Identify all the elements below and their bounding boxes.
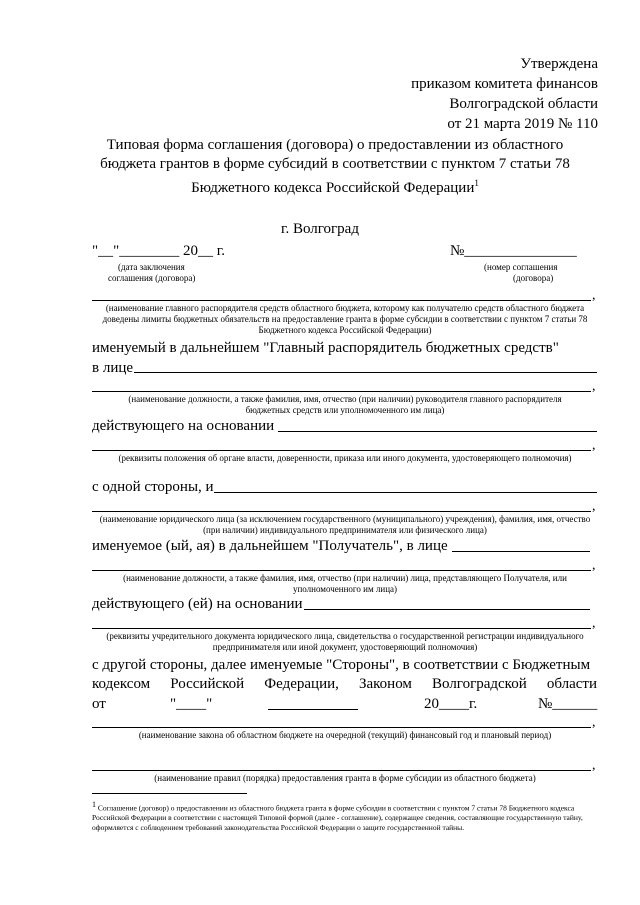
date-caption-1: (дата заключения bbox=[118, 262, 185, 272]
rules-name-comma: , bbox=[592, 758, 596, 773]
grbs-position-line[interactable] bbox=[92, 391, 591, 392]
title-footnote-ref: 1 bbox=[474, 178, 479, 188]
grbs-basis-comma: , bbox=[592, 438, 596, 453]
in-person-label: в лице bbox=[92, 360, 134, 376]
one-side-text: с одной стороны, и bbox=[92, 479, 214, 495]
approval-line-2: приказом комитета финансов bbox=[411, 76, 598, 92]
title-line-2: бюджета грантов в форме субсидий в соответствии с пунктом 7 статьи 78 bbox=[100, 156, 570, 172]
grbs-name-line[interactable] bbox=[92, 300, 591, 301]
approval-line-1: Утверждена bbox=[520, 56, 598, 72]
law-name-line[interactable] bbox=[92, 727, 591, 728]
one-side-line[interactable] bbox=[214, 492, 597, 493]
footnote bbox=[92, 800, 594, 832]
law-year-field[interactable]: 20____г. bbox=[424, 696, 478, 712]
recipient-name-line[interactable] bbox=[92, 511, 591, 512]
footnote-mark: 1 bbox=[92, 800, 96, 809]
law-word-2: Российской bbox=[170, 676, 245, 692]
number-caption-1: (номер соглашения bbox=[484, 262, 558, 272]
date-caption-2: соглашения (договора) bbox=[108, 273, 196, 283]
law-word-5: Волгоградской bbox=[432, 676, 527, 692]
recipient-basis-line[interactable] bbox=[92, 628, 591, 629]
city: г. Волгоград bbox=[281, 221, 359, 237]
grbs-name-caption: (наименование главного распорядителя средств областного бюджета, которому как получателю средств областного бюджета доведены лимиты бюджетных обязательств на предоставление гранта в форме субсидии в соответствии с пунктом 7 статьи 78 Бюджетного кодекса Российской Федерации) bbox=[102, 303, 588, 335]
law-line bbox=[92, 676, 597, 693]
grbs-basis-line[interactable] bbox=[92, 450, 591, 451]
recipient-position-caption: (наименование должности, а также фамилия, имя, отчество (при наличии) лица, представляющего Получателя, или уполномоченного им лица) bbox=[123, 573, 567, 594]
acting-basis-line[interactable] bbox=[278, 431, 597, 432]
title-line-3 bbox=[90, 174, 580, 198]
number-caption-2: (договора) bbox=[513, 273, 554, 283]
grbs-name-comma: , bbox=[592, 288, 596, 303]
rules-name-caption: (наименование правил (порядка) предоставления гранта в форме субсидии из областного бюджета) bbox=[154, 773, 536, 783]
recipient-position-comma: , bbox=[592, 558, 596, 573]
law-word-1: кодексом bbox=[92, 676, 151, 692]
acting-basis-recipient-label: действующего (ей) на основании bbox=[92, 596, 303, 612]
recipient-name-comma: , bbox=[592, 499, 596, 514]
title-line-1: Типовая форма соглашения (договора) о предоставлении из областного bbox=[106, 137, 564, 153]
grbs-position-caption: (наименование должности, а также фамилия, имя, отчество (при наличии) руководителя главного распорядителя бюджетных средств или уполномоченного им лица) bbox=[128, 394, 562, 415]
named-recipient-line[interactable] bbox=[452, 551, 590, 552]
recipient-name-caption: (наименование юридического лица (за исключением государственного (муниципального) учреждения), фамилия, имя, отчество (при наличии) индивидуального предпринимателя или физического лица) bbox=[99, 514, 591, 535]
law-date-field[interactable]: "____" bbox=[170, 696, 213, 712]
document-title bbox=[90, 136, 580, 198]
rules-name-line[interactable] bbox=[92, 770, 591, 771]
recipient-basis-caption: (реквизиты учредительного документа юридического лица, свидетельства о государственной регистрации индивидуального предпринимателя или иной документ, удостоверяющий полномочия) bbox=[106, 631, 584, 652]
approval-line-3: Волгоградской области bbox=[449, 96, 598, 112]
acting-basis-recipient-line[interactable] bbox=[304, 609, 590, 610]
other-side-text: с другой стороны, далее именуемые "Стороны", в соответствии с Бюджетным bbox=[92, 657, 591, 673]
in-person-line[interactable] bbox=[134, 372, 597, 373]
footnote-separator bbox=[92, 793, 247, 794]
acting-basis-label: действующего на основании bbox=[92, 418, 275, 434]
number-field[interactable]: №_______________ bbox=[450, 243, 577, 259]
law-word-4: Законом bbox=[358, 676, 412, 692]
law-month-line[interactable] bbox=[268, 709, 358, 710]
recipient-position-line[interactable] bbox=[92, 570, 591, 571]
grbs-basis-caption: (реквизиты положения об органе власти, доверенности, приказа или иного документа, удостоверяющего полномочия) bbox=[118, 453, 572, 463]
law-name-comma: , bbox=[592, 715, 596, 730]
law-number-field[interactable]: №______ bbox=[538, 696, 598, 712]
title-line-3-text: Бюджетного кодекса Российской Федерации bbox=[191, 180, 475, 196]
approval-line-4: от 21 марта 2019 № 110 bbox=[447, 116, 598, 132]
recipient-basis-comma: , bbox=[592, 616, 596, 631]
date-field[interactable]: "__"________ 20__ г. bbox=[92, 243, 225, 259]
law-word-3: Федерации, bbox=[264, 676, 339, 692]
law-name-caption: (наименование закона об областном бюджете на очередной (текущий) финансовый год и плановый период) bbox=[138, 730, 552, 740]
law-from-label: от bbox=[92, 696, 106, 712]
named-grbs-text: именуемый в дальнейшем "Главный распорядитель бюджетных средств" bbox=[92, 340, 559, 356]
footnote-text: Соглашение (договор) о предоставлении из областного бюджета гранта в форме субсидии в соответствии с пунктом 7 статьи 78 Бюджетного кодекса Российской Федерации в соответствии с настоящей Типовой формой (далее - соглашение), содержащее сведения, составляющие государственную тайну, оформляется с соблюдением требований законодательства Российской Федерации о защите государственной тайны. bbox=[92, 803, 583, 832]
law-word-6: области bbox=[546, 676, 597, 692]
grbs-position-comma: , bbox=[592, 379, 596, 394]
named-recipient-text: именуемое (ый, ая) в дальнейшем "Получатель", в лице bbox=[92, 538, 448, 554]
